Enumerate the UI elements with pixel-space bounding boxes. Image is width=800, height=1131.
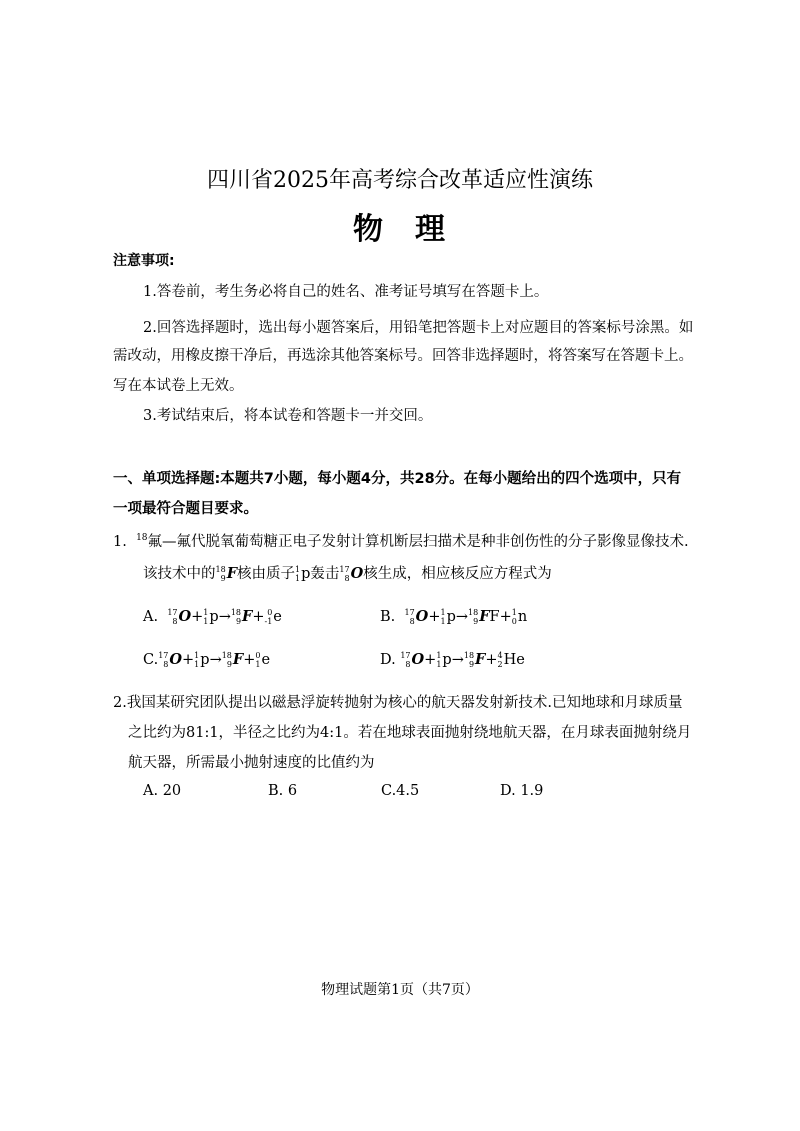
nuclide-numbers: 18 9 [215, 565, 226, 583]
q1-option-b[interactable]: B. 17 8 O+ 1 1 p→ 18 9 FF+ 1 0 n [380, 608, 528, 626]
notice-item-2-line-1: 2.回答选择题时，选出每小题答案后，用铅笔把答题卡上对应题目的答案标号涂黑。如 [143, 320, 694, 336]
q2-option-c[interactable]: C.4.5 [381, 783, 420, 799]
q2-option-b[interactable]: B. 6 [268, 783, 298, 799]
nuclide-numbers: 17 8 [339, 565, 350, 583]
notice-item-1: 1.答卷前，考生务必将自己的姓名、准考证号填写在答题卡上。 [143, 284, 549, 300]
q1-option-c[interactable]: C. 17 8 O+ 1 1 p→ 18 9 F+ 0 1 e [143, 651, 271, 669]
q1-text-b: 核由质子 [236, 566, 295, 582]
proton-symbol: p [301, 566, 311, 582]
subject-title [0, 204, 800, 248]
q2-option-a[interactable]: A. 20 [143, 783, 182, 799]
q1-text-a: 该技术中的 [143, 566, 216, 582]
oxygen-symbol: O [350, 565, 364, 582]
notice-item-2-line-3: 写在本试卷上无效。 [113, 378, 244, 394]
page-footer: 物理试题第1页（共7页） [321, 982, 479, 998]
q1-option-a[interactable]: A. 17 8 O+ 1 1 p→ 18 9 F+ 0 -1 e [143, 608, 282, 626]
question-2-line-3: 航天器，所需最小抛射速度的比值约为 [128, 755, 375, 771]
nuclide-numbers: 1 1 [294, 565, 301, 583]
q1-text-d: 核生成，相应核反应方程式为 [363, 566, 552, 582]
subject-char-2: 理 [415, 212, 447, 247]
notice-item-3: 3.考试结束后，将本试卷和答题卡一并交回。 [143, 408, 433, 424]
section-1-heading-line-1: 一、单项选择题:本题共7小题，每小题4分，共28分。在每小题给出的四个选项中，只有 [113, 471, 682, 487]
notice-item-2-line-2: 需改动，用橡皮擦干净后，再选涂其他答案标号。回答非选择题时，将答案写在答题卡上。 [113, 348, 693, 364]
option-label: D. [380, 652, 396, 668]
notice-heading: 注意事项: [113, 253, 175, 269]
q2-option-d[interactable]: D. 1.9 [500, 783, 544, 799]
exam-title: 四川省2025年高考综合改革适应性演练 [207, 168, 593, 193]
question-2-line-1: 2.我国某研究团队提出以磁悬浮旋转抛射为核心的航天器发射新技术.已知地球和月球质量 [113, 695, 683, 711]
question-1-number: 1. [113, 534, 127, 550]
question-2-line-2: 之比约为81:1，半径之比约为4:1。若在地球表面抛射绕地航天器，在月球表面抛射绕月 [128, 725, 692, 741]
q1-option-d[interactable]: D. 17 8 O+ 1 1 p→ 18 9 F+ 4 2 He [380, 651, 525, 669]
fluorine-symbol: F [226, 565, 237, 582]
superscript-18: 18 [136, 533, 148, 544]
option-label: C. [143, 652, 159, 668]
q1-text-c: 轰击 [310, 566, 340, 582]
section-1-heading-line-2: 一项最符合题目要求。 [113, 501, 258, 517]
option-label: A. [143, 609, 159, 625]
option-label: B. [380, 609, 396, 625]
question-1-line-2 [143, 562, 552, 583]
question-1-line-1 [113, 530, 689, 551]
question-1-text: 氟—氟代脱氧葡萄糖正电子发射计算机断层扫描术是种非创伤性的分子影像显像技术. [147, 534, 689, 550]
subject-char-1: 物 [353, 212, 385, 247]
